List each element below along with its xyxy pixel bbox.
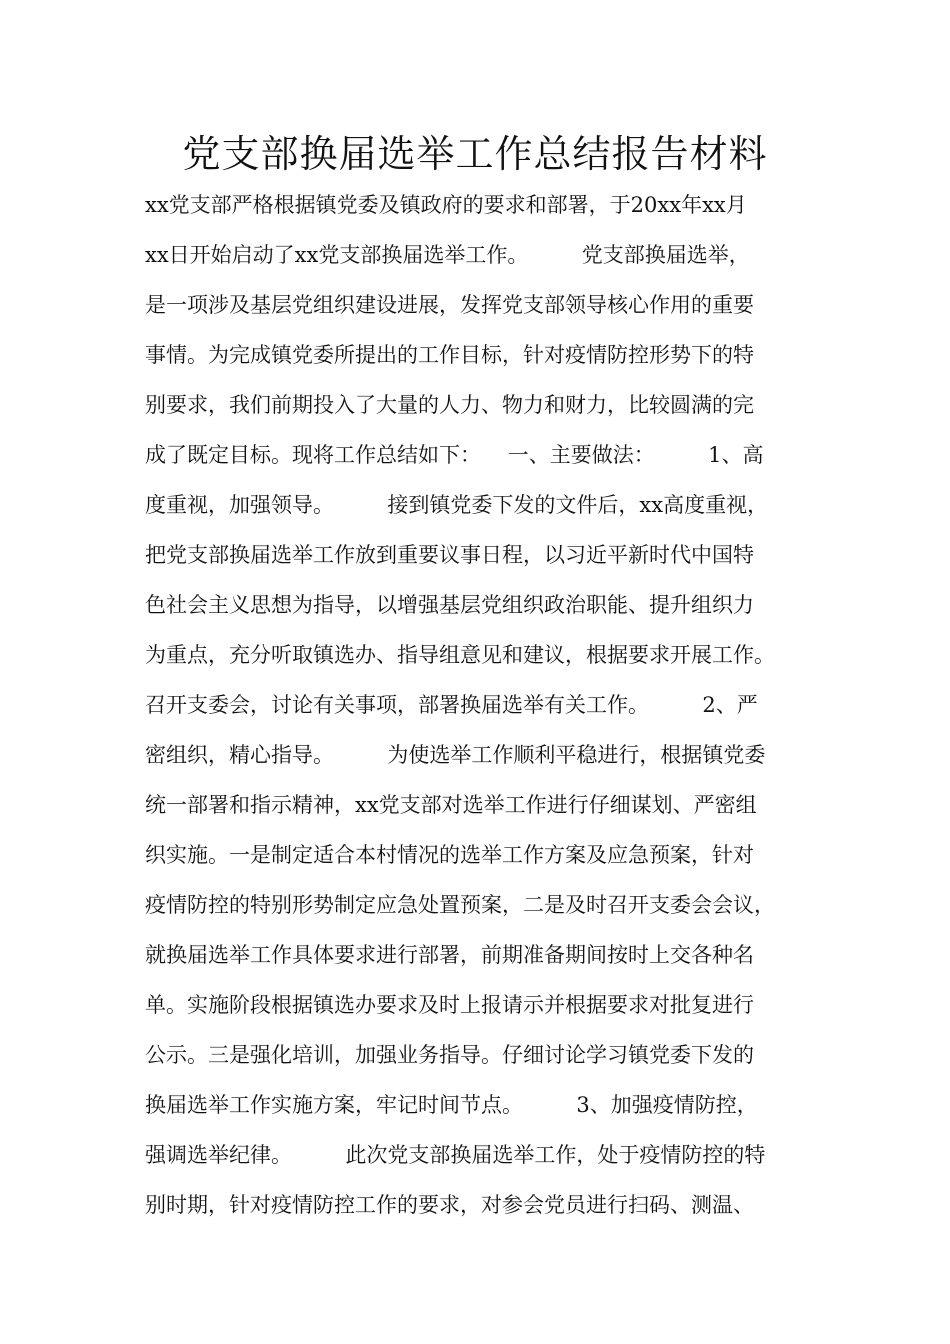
body-line: xx日开始启动了xx党支部换届选举工作。 党支部换届选举， [145, 243, 750, 267]
body-line: 织实施。一是制定适合本村情况的选举工作方案及应急预案，针对 [145, 843, 754, 867]
body-line: 公示。三是强化培训，加强业务指导。仔细讨论学习镇党委下发的 [145, 1043, 754, 1067]
body-line: 别要求，我们前期投入了大量的人力、物力和财力，比较圆满的完 [145, 393, 754, 417]
body-line: 统一部署和指示精神，xx党支部对选举工作进行仔细谋划、严密组 [145, 793, 757, 817]
body-line: 把党支部换届选举工作放到重要议事日程，以习近平新时代中国特 [145, 543, 754, 567]
body-line: 就换届选举工作具体要求进行部署，前期准备期间按时上交各种名 [145, 943, 754, 967]
body-line: 是一项涉及基层党组织建设进展，发挥党支部领导核心作用的重要 [145, 293, 754, 317]
body-line: 密组织，精心指导。 为使选举工作顺利平稳进行，根据镇党委 [145, 743, 766, 767]
body-line: xx党支部严格根据镇党委及镇政府的要求和部署，于20xx年xx月 [145, 193, 747, 217]
document-body [145, 180, 835, 1230]
body-line: 事情。为完成镇党委所提出的工作目标，针对疫情防控形势下的特 [145, 343, 754, 367]
body-line: 成了既定目标。现将工作总结如下： 一、主要做法： 1、高 [145, 443, 764, 467]
body-line: 单。实施阶段根据镇选办要求及时上报请示并根据要求对批复进行 [145, 993, 754, 1017]
body-line: 度重视，加强领导。 接到镇党委下发的文件后，xx高度重视， [145, 493, 769, 517]
body-line: 疫情防控的特别形势制定应急处置预案，二是及时召开支委会会议， [145, 893, 775, 917]
body-line: 换届选举工作实施方案，牢记时间节点。 3、加强疫情防控， [145, 1093, 758, 1117]
body-line: 强调选举纪律。 此次党支部换届选举工作，处于疫情防控的特 [145, 1143, 766, 1167]
body-line: 为重点，充分听取镇选办、指导组意见和建议，根据要求开展工作。 [145, 643, 775, 667]
body-line: 召开支委会，讨论有关事项，部署换届选举有关工作。 2、严 [145, 693, 758, 717]
body-line: 色社会主义思想为指导，以增强基层党组织政治职能、提升组织力 [145, 593, 754, 617]
document-title: 党支部换届选举工作总结报告材料 [182, 132, 768, 176]
body-line: 别时期，针对疫情防控工作的要求，对参会党员进行扫码、测温、 [145, 1193, 754, 1217]
